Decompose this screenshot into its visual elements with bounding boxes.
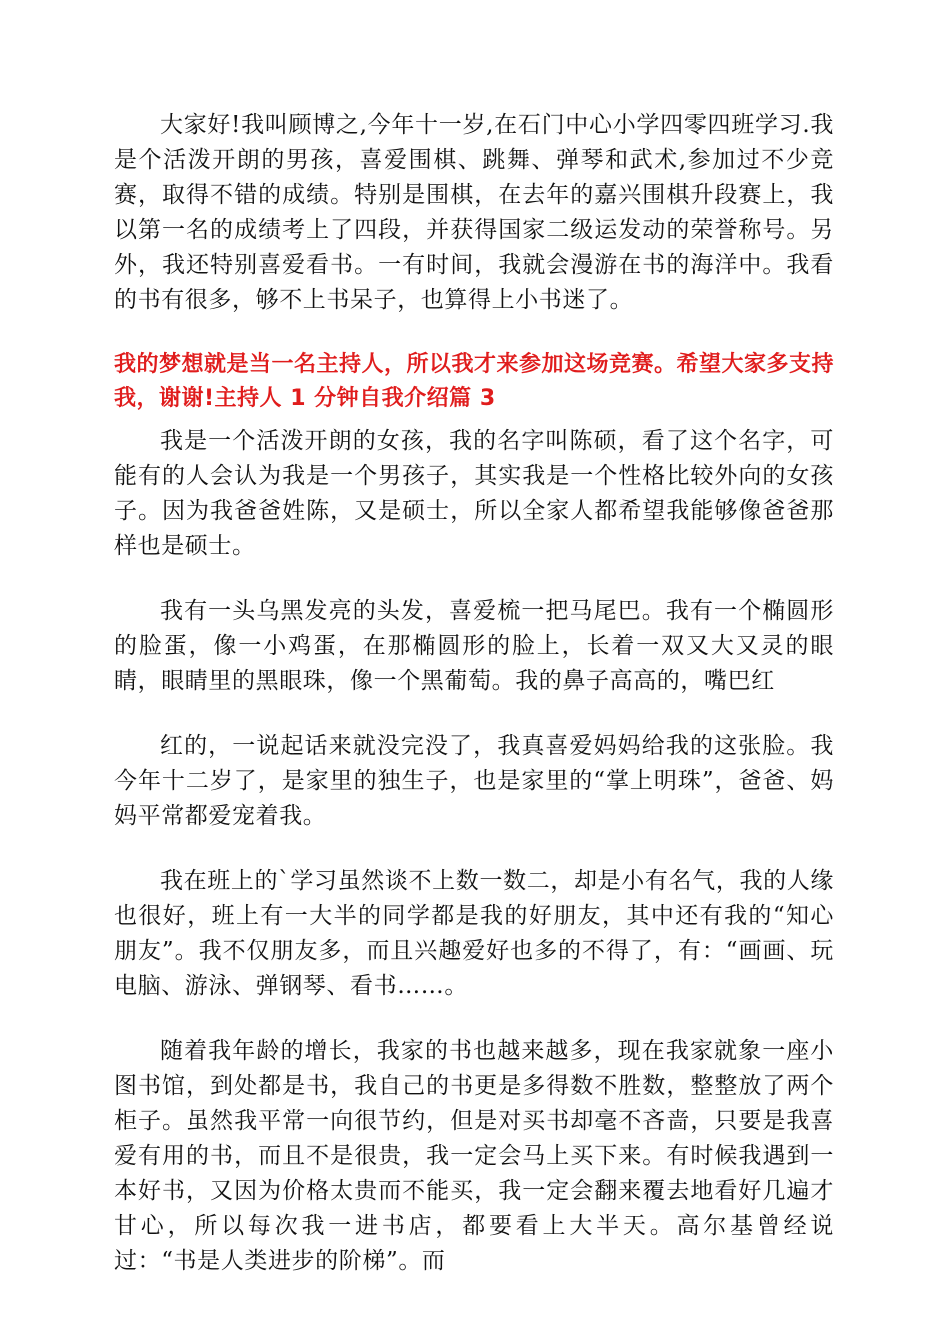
section-heading: 我的梦想就是当一名主持人，所以我才来参加这场竞赛。希望大家多支持我，谢谢!主持人 1 分钟自我介绍篇 3 [114,352,835,411]
paragraph-friends-hobbies: 我在班上的`学习虽然谈不上数一数二，却是小有名气，我的人缘也很好，班上有一大半的同学都是我的好朋友，其中还有我的“知心朋友”。我不仅朋友多，而且兴趣爱好也多的不得了，有：“画画、玩电脑、游泳、弹钢琴、看书……。 [114,868,834,999]
paragraph-books: 随着我年龄的增长，我家的书也越来越多，现在我家就象一座小图书馆，到处都是书，我自己的书更是多得数不胜数，整整放了两个柜子。虽然我平常一向很节约，但是对买书却毫不吝啬，只要是我喜爱有用的书，而且不是很贵，我一定会马上买下来。有时候我遇到一本好书，又因为价格太贵而不能买，我一定会翻来覆去地看好几遍才甘心，所以每次我一进书店，都要看上大半天。高尔基曾经说过：“书是人类进步的阶梯”。而 [114,1038,834,1274]
paragraph-appearance: 我有一头乌黑发亮的头发，喜爱梳一把马尾巴。我有一个椭圆形的脸蛋，像一小鸡蛋，在那椭圆形的脸上，长着一双又大又灵的眼睛，眼睛里的黑眼珠，像一个黑葡萄。我的鼻子高高的，嘴巴红 [114,598,834,694]
document-page [114,108,834,1279]
paragraph-family: 红的，一说起话来就没完没了，我真喜爱妈妈给我的这张脸。我今年十二岁了，是家里的独生子，也是家里的“掌上明珠”，爸爸、妈妈平常都爱宠着我。 [114,733,834,829]
paragraph-intro-boy: 大家好!我叫顾博之,今年十一岁,在石门中心小学四零四班学习.我是个活泼开朗的男孩，喜爱围棋、跳舞、弹琴和武术,参加过不少竞赛，取得不错的成绩。特别是围棋，在去年的嘉兴围棋升段赛上，我以第一名的成绩考上了四段，并获得国家二级运发动的荣誉称号。另外，我还特别喜爱看书。一有时间，我就会漫游在书的海洋中。我看的书有很多，够不上书呆子，也算得上小书迷了。 [114,112,834,313]
paragraph-intro-girl: 我是一个活泼开朗的女孩，我的名字叫陈硕，看了这个名字，可能有的人会认为我是一个男孩子，其实我是一个性格比较外向的女孩子。因为我爸爸姓陈，又是硕士，所以全家人都希望我能够像爸爸那样也是硕士。 [114,428,834,559]
